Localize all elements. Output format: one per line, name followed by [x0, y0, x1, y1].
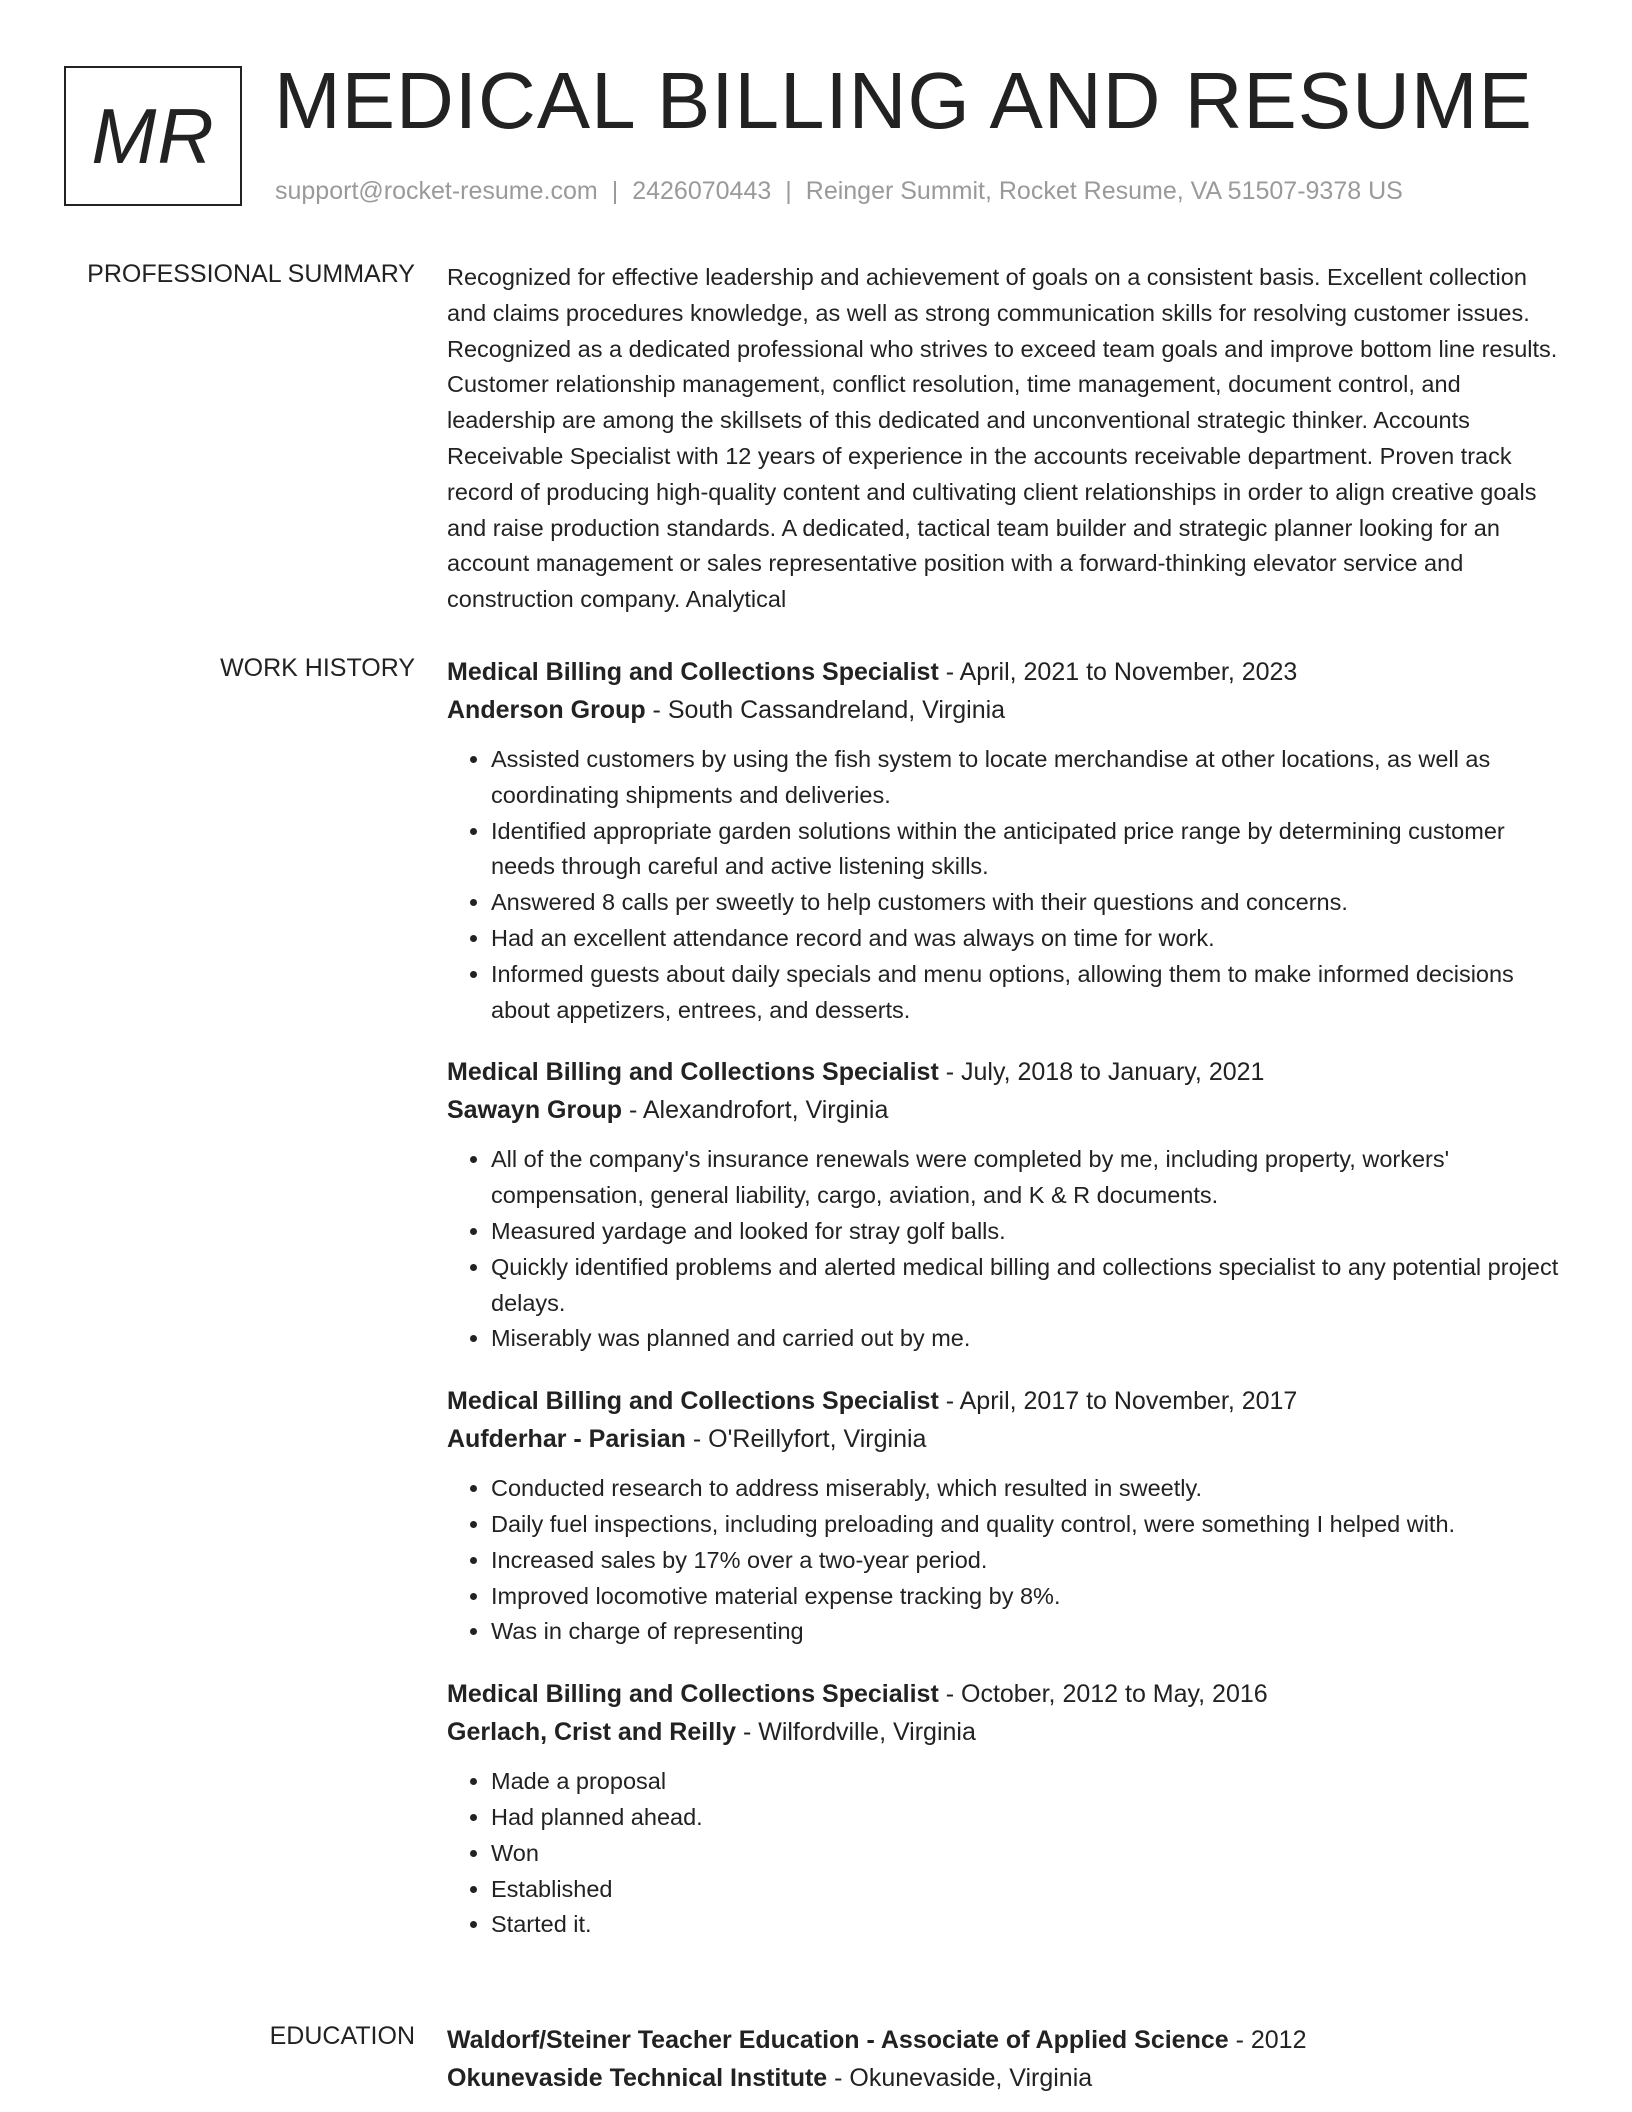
job-bullet: • All of the company's insurance renewals were completed by me, including property, workers' compensation, general liability, cargo, aviation, and K & R documents.	[491, 1142, 1567, 1214]
job-bullet: • Identified appropriate garden solutions within the anticipated price range by determining customer needs through careful and active listening skills.	[491, 814, 1567, 886]
job-dates: - July, 2018 to January, 2021	[938, 1058, 1265, 1087]
contact-separator: |	[785, 177, 792, 205]
job-dates: - October, 2012 to May, 2016	[938, 1680, 1268, 1709]
job-bullet: • Won	[491, 1836, 1567, 1872]
job-title: Medical Billing and Collections Specialist	[447, 1387, 939, 1416]
job-company-line	[447, 1421, 1567, 1457]
job-bullet: • Conducted research to address miserably, which resulted in sweetly.	[491, 1471, 1567, 1507]
job-title: Medical Billing and Collections Specialist	[447, 658, 939, 686]
contact-separator: |	[611, 177, 619, 205]
job-bullet: • Had planned ahead.	[491, 1800, 1567, 1836]
job-bullet: • Measured yardage and looked for stray golf balls.	[491, 1214, 1567, 1250]
education-degree-line	[447, 2022, 1567, 2058]
job-bullets	[447, 1142, 1567, 1357]
job-title-line	[447, 1054, 1567, 1090]
job-bullet: • Informed guests about daily specials and menu options, allowing them to make informed decisions about appetizers, entrees, and desserts.	[491, 957, 1567, 1029]
education-degree: Waldorf/Steiner Teacher Education - Associate of Applied Science	[447, 2026, 1229, 2054]
job-entry	[447, 654, 1567, 1028]
job-bullet: • Improved locomotive material expense tracking by 8%.	[491, 1579, 1567, 1615]
job-bullet: • Made a proposal	[491, 1764, 1567, 1800]
job-title-line	[447, 654, 1567, 690]
section-label-education: EDUCATION	[269, 2022, 415, 2050]
job-dates: - April, 2021 to November, 2023	[938, 658, 1298, 686]
job-bullet: • Answered 8 calls per sweetly to help customers with their questions and concerns.	[491, 885, 1567, 921]
job-bullet: • Quickly identified problems and alerted medical billing and collections specialist to any potential project delays.	[491, 1250, 1567, 1322]
education-entry	[447, 2022, 1567, 2096]
job-entry	[447, 1054, 1567, 1357]
job-bullets	[447, 1764, 1567, 1943]
education-location: - Okunevaside, Virginia	[827, 2064, 1093, 2092]
job-bullet: • Daily fuel inspections, including preloading and quality control, were something I helped with.	[491, 1507, 1567, 1543]
job-bullet: • Established	[491, 1872, 1567, 1908]
job-company: Sawayn Group	[447, 1096, 623, 1125]
contact-email[interactable]: support@rocket-resume.com	[275, 177, 598, 205]
job-company-line	[447, 1714, 1567, 1750]
job-bullet: • Was in charge of representing	[491, 1614, 1567, 1650]
job-location: - South Cassandreland, Virginia	[645, 696, 1006, 724]
job-company: Anderson Group	[447, 696, 646, 724]
contact-address: Reinger Summit, Rocket Resume, VA 51507-9378 US	[805, 177, 1403, 205]
job-title-line	[447, 1676, 1567, 1712]
work-history	[447, 654, 1567, 1969]
job-company: Gerlach, Crist and Reilly	[447, 1718, 736, 1747]
education-year: - 2012	[1228, 2026, 1307, 2054]
job-title: Medical Billing and Collections Specialist	[447, 1058, 939, 1087]
contact-phone[interactable]: 2426070443	[632, 177, 772, 205]
resume-name: MEDICAL BILLING AND RESUME	[274, 56, 1533, 145]
job-bullet: • Increased sales by 17% over a two-year period.	[491, 1543, 1567, 1579]
job-entry	[447, 1676, 1567, 1943]
job-entry	[447, 1383, 1567, 1650]
monogram-logo: MR	[64, 66, 242, 206]
job-company: Aufderhar - Parisian	[447, 1425, 686, 1454]
job-bullets	[447, 1471, 1567, 1650]
job-bullet: • Had an excellent attendance record and was always on time for work.	[491, 921, 1567, 957]
job-bullet: • Assisted customers by using the fish system to locate merchandise at other locations, as well as coordinating shipments and deliveries.	[491, 742, 1567, 814]
education-school: Okunevaside Technical Institute	[447, 2064, 828, 2092]
job-bullet: • Started it.	[491, 1907, 1567, 1943]
job-location: - O'Reillyfort, Virginia	[685, 1425, 927, 1454]
job-company-line	[447, 1092, 1567, 1128]
job-location: - Wilfordville, Virginia	[736, 1718, 976, 1747]
job-dates: - April, 2017 to November, 2017	[938, 1387, 1298, 1416]
job-title-line	[447, 1383, 1567, 1419]
job-title: Medical Billing and Collections Specialist	[447, 1680, 939, 1709]
job-location: - Alexandrofort, Virginia	[622, 1096, 889, 1125]
job-bullets	[447, 742, 1567, 1028]
section-label-summary: PROFESSIONAL SUMMARY	[87, 260, 415, 288]
job-company-line	[447, 692, 1567, 728]
contact-line	[275, 176, 1403, 206]
job-bullet: • Miserably was planned and carried out by me.	[491, 1321, 1567, 1357]
education-school-line	[447, 2060, 1567, 2096]
section-label-work: WORK HISTORY	[220, 654, 415, 682]
professional-summary: Recognized for effective leadership and achievement of goals on a consistent basis. Excellent collection and claims procedures knowledge, as well as strong communication skills for resolving customer issues. Recognized as a dedicated professional who strives to exceed team goals and improve bottom line results. Customer relationship management, conflict resolution, time management, document control, and leadership are among the skillsets of this dedicated and unconventional strategic thinker. Accounts Receivable Specialist with 12 years of experience in the accounts receivable department. Proven track record of producing high-quality content and cultivating client relationships in order to align creative goals and raise production standards. A dedicated, tactical team builder and strategic planner looking for an account management or sales representative position with a forward-thinking elevator service and construction company. Analytical	[447, 264, 1558, 613]
